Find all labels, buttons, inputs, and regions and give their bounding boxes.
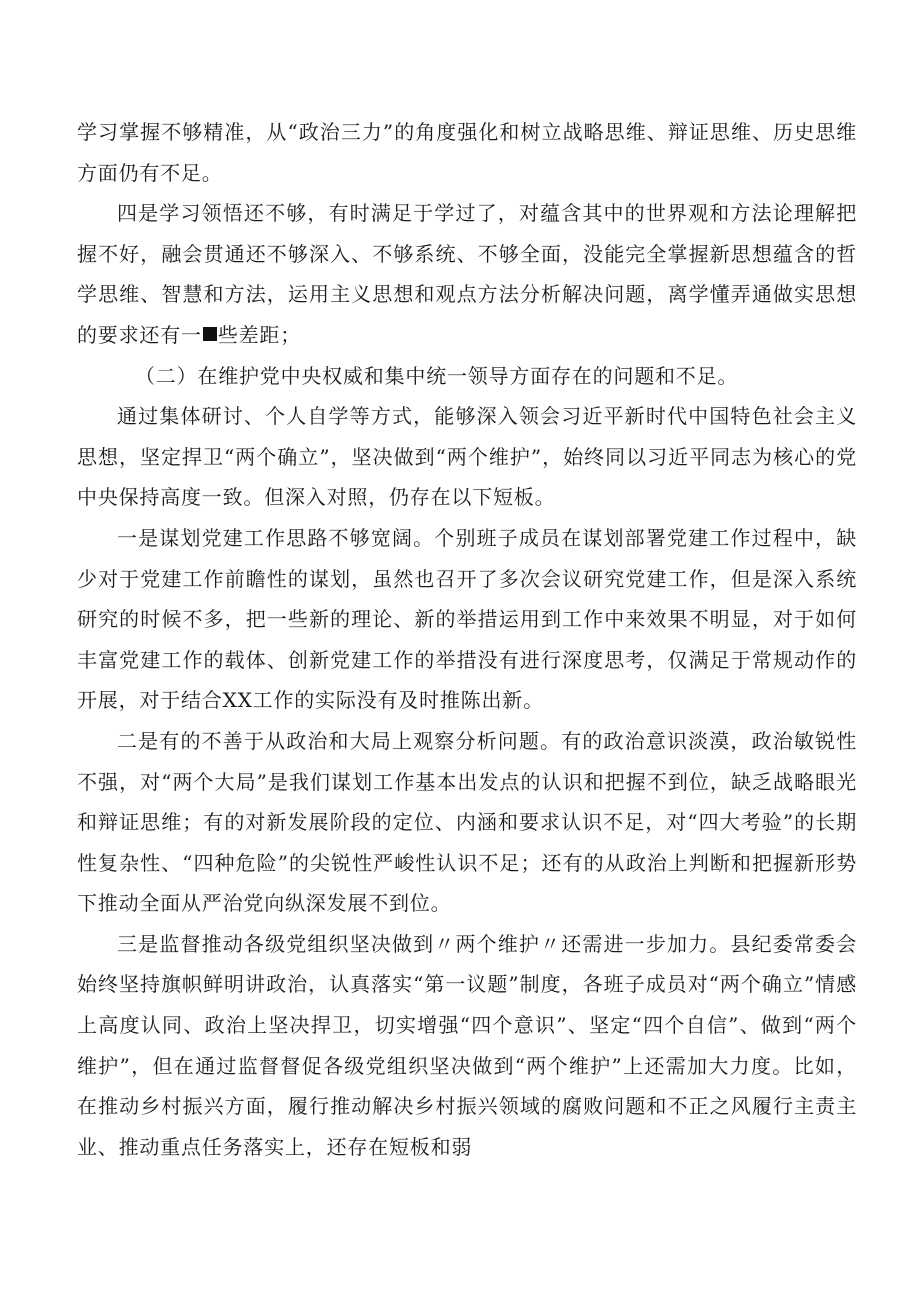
paragraph-point-two: 二是有的不善于从政治和大局上观察分析问题。有的政治意识淡漠，政治敏锐性不强，对“两个大局”是我们谋划工作基本出发点的认识和把握不到位，缺乏战略眼光和辩证思维；有的对新发展阶段的定位、内涵和要求认识不足，对“四大考验”的长期性复杂性、“四种危险”的尖锐性严峻性认识不足；还有的从政治上判断和把握新形势下推动全面从严治党向纵深发展不到位。 <box>77 728 857 916</box>
paragraph-continuation: 学习掌握不够精准，从“政治三力”的角度强化和树立战略思维、辩证思维、历史思维方面仍有不足。 <box>77 120 857 185</box>
black-square-mark-icon <box>203 327 217 341</box>
paragraph-point-three: 三是监督推动各级党组织坚决做到〃两个维护〃还需进一步加力。县纪委常委会始终坚持旗帜鲜明讲政治，认真落实“第一议题”制度，各班子成员对“两个确立”情感上高度认同、政治上坚决捍卫，切实增强“四个意识”、坚定“四个自信”、做到“两个维护”，但在通过监督督促各级党组织坚决做到“两个维护”上还需加大力度。比如，在推动乡村振兴方面，履行推动解决乡村振兴领域的腐败问题和不正之风履行主责主业、推动重点任务落实上，还存在短板和弱 <box>77 931 857 1159</box>
document-body <box>77 112 857 1167</box>
paragraph-point-four-tail: 些差距； <box>217 322 302 347</box>
paragraph-intro: 通过集体研讨、个人自学等方式，能够深入领会习近平新时代中国特色社会主义思想，坚定捍卫“两个确立”，坚决做到“两个维护”，始终同以习近平同志为核心的党中央保持高度一致。但深入对照，仍存在以下短板。 <box>77 404 857 510</box>
paragraph-point-four <box>77 193 857 355</box>
paragraph-point-four-text: 四是学习领悟还不够，有时满足于学过了，对蕴含其中的世界观和方法论理解把握不好，融会贯通还不够深入、不够系统、不够全面，没能完全掌握新思想蕴含的哲学思维、智慧和方法，运用主义思想和观点方法分析解决问题，离学懂弄通做实思想的要求还有一 <box>77 201 857 347</box>
paragraph-point-one: 一是谋划党建工作思路不够宽阔。个别班子成员在谋划部署党建工作过程中，缺少对于党建工作前瞻性的谋划，虽然也召开了多次会议研究党建工作，但是深入系统研究的时候不多，把一些新的理论、新的举措运用到工作中来效果不明显，对于如何丰富党建工作的载体、创新党建工作的举措没有进行深度思考，仅满足于常规动作的开展，对于结合XX工作的实际没有及时推陈出新。 <box>77 525 857 713</box>
section-heading-two: （二）在维护党中央权威和集中统一领导方面存在的问题和不足。 <box>135 363 739 388</box>
